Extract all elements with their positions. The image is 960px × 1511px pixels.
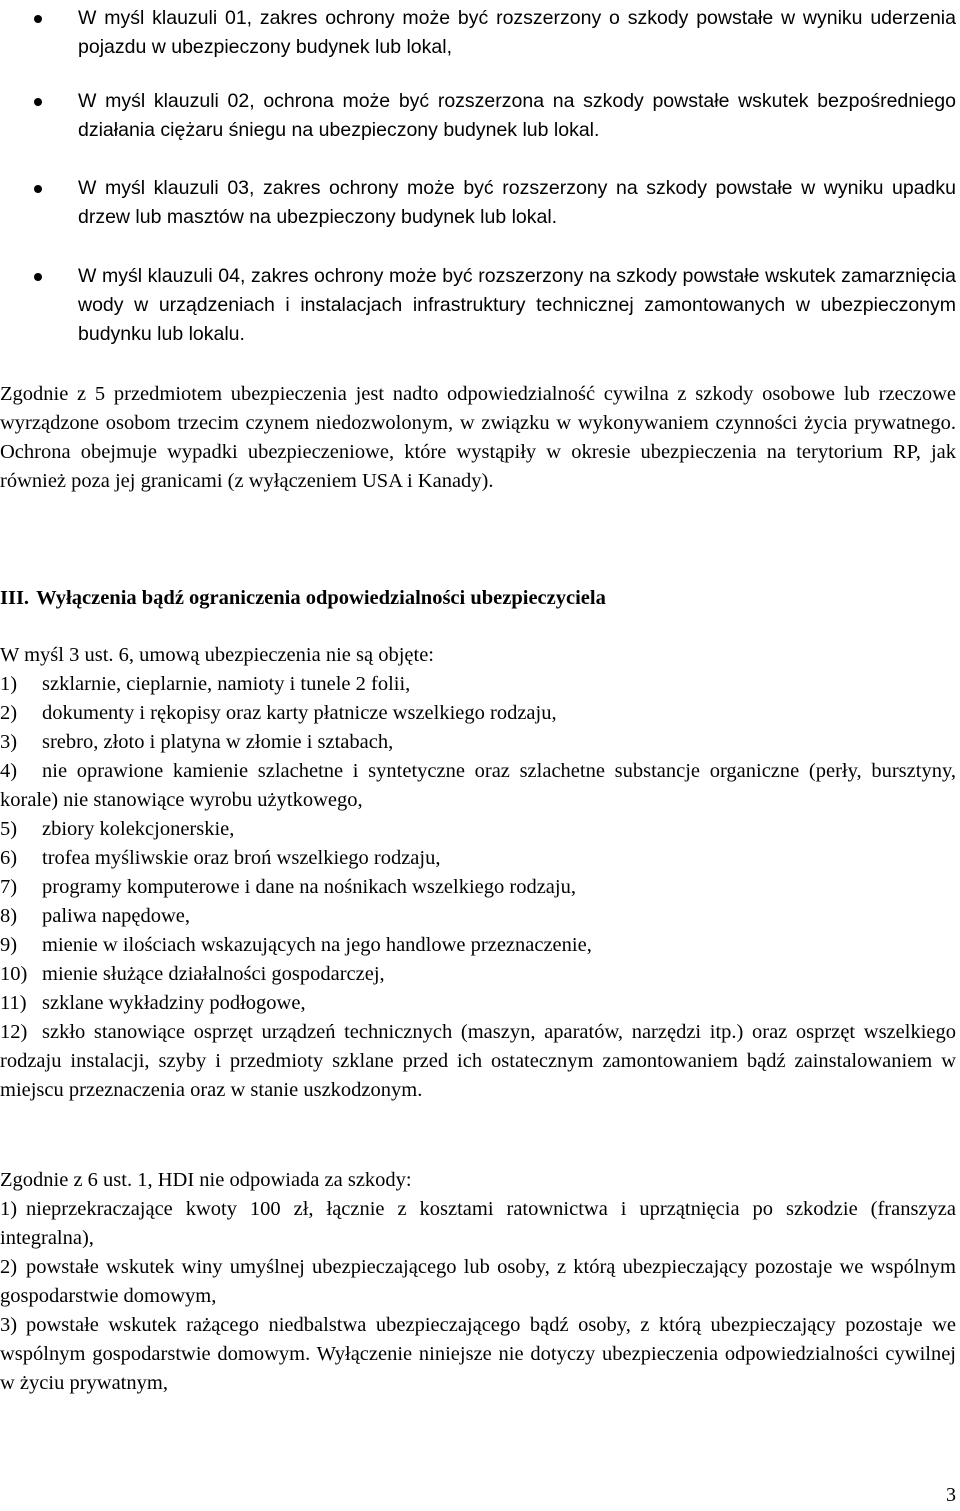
item-text: trofea myśliwskie oraz broń wszelkiego rodzaju, [42,847,441,869]
clause-bullet-item [78,87,956,145]
item-number: 5) [0,818,18,840]
item-text: szklarnie, cieplarnie, namioty i tunele 2 folii, [42,673,411,695]
list-item [0,844,956,873]
section-heading [0,584,956,613]
section-title: Wyłączenia bądź ograniczenia odpowiedzialności ubezpieczyciela [36,587,606,609]
clause-bullet-item [78,262,956,349]
item-text: mienie w ilościach wskazujących na jego handlowe przeznaczenie, [42,934,592,956]
hdi-list [0,1195,956,1398]
list-item [0,1311,956,1398]
item-text: powstałe wskutek rażącego niedbalstwa ubezpieczającego bądź osoby, z którą ubezpieczający pozostaje we wspólnym gospodarstwie domowym. Wyłączenie niniejsze nie dotyczy ubezpieczenia odpowiedzialności cywilnej w życiu prywatnym, [0,1314,956,1394]
exclusions-block [0,641,956,1105]
clause-text: W myśl klauzuli 03, zakres ochrony może być rozszerzony na szkody powstałe w wyniku upadku drzew lub masztów na ubezpieczony budynek lub lokal. [78,177,956,228]
clause-bullet-item [78,4,956,62]
hdi-intro: Zgodnie z 6 ust. 1, HDI nie odpowiada za szkody: [0,1169,412,1191]
bullet-icon [34,185,42,193]
item-number: 2) [0,1256,18,1278]
section-number: III. [0,587,30,609]
list-item [0,873,956,902]
item-text: programy komputerowe i dane na nośnikach wszelkiego rodzaju, [42,876,576,898]
liability-text: Zgodnie z 5 przedmiotem ubezpieczenia jest nadto odpowiedzialność cywilna z szkody osobowe lub rzeczowe wyrządzone osobom trzecim czynem niedozwolonym, w związku w wykonywaniem czynności życia prywatnego. Ochrona obejmuje wypadki ubezpieczeniowe, które wystąpiły w okresie ubezpieczenia na terytorium RP, jak również poza jej granicami (z wyłączeniem USA i Kanady). [0,383,956,492]
list-item [0,670,956,699]
list-item [0,960,956,989]
clause-text: W myśl klauzuli 02, ochrona może być rozszerzona na szkody powstałe wskutek bezpośredniego działania ciężaru śniegu na ubezpieczony budynek lub lokal. [78,90,956,141]
item-text: nieprzekraczające kwoty 100 zł, łącznie z kosztami ratownictwa i uprzątnięcia po szkodzie (franszyza integralna), [0,1198,956,1249]
bullet-icon [34,15,42,23]
item-text: powstałe wskutek winy umyślnej ubezpieczającego lub osoby, z którą ubezpieczający pozostaje we wspólnym gospodarstwie domowym, [0,1256,956,1307]
item-text: szkło stanowiące osprzęt urządzeń technicznych (maszyn, aparatów, narzędzi itp.) oraz osprzęt wszelkiego rodzaju instalacji, szyby i przedmioty szklane przed ich ostatecznym zamontowaniem bądź zainstalowaniem w miejscu przeznaczenia oraz w stanie uszkodzonym. [0,1021,956,1101]
item-number: 8) [0,905,18,927]
item-number: 9) [0,934,18,956]
item-text: dokumenty i rękopisy oraz karty płatnicze wszelkiego rodzaju, [42,702,557,724]
item-number: 1) [0,1198,18,1220]
item-number: 10) [0,963,28,985]
item-number: 1) [0,673,18,695]
exclusions-intro: W myśl 3 ust. 6, umową ubezpieczenia nie są objęte: [0,644,434,666]
list-item [0,699,956,728]
list-item [0,931,956,960]
item-number: 3) [0,731,18,753]
item-text: nie oprawione kamienie szlachetne i syntetyczne oraz szlachetne substancje organiczne (perły, bursztyny, korale) nie stanowiące wyrobu użytkowego, [0,760,956,811]
item-number: 12) [0,1021,28,1043]
clause-text: W myśl klauzuli 01, zakres ochrony może być rozszerzony o szkody powstałe w wyniku uderzenia pojazdu w ubezpieczony budynek lub lokal, [78,7,956,58]
item-number: 6) [0,847,18,869]
item-text: srebro, złoto i platyna w złomie i sztabach, [42,731,394,753]
hdi-block [0,1166,956,1398]
item-number: 4) [0,760,18,782]
list-item [0,1018,956,1105]
list-item [0,1253,956,1311]
list-item [0,989,956,1018]
list-item [0,902,956,931]
item-text: zbiory kolekcjonerskie, [42,818,235,840]
bullet-icon [34,273,42,281]
list-item [0,815,956,844]
list-item [0,1195,956,1253]
clause-bullet-item [78,174,956,232]
clause-text: W myśl klauzuli 04, zakres ochrony może być rozszerzony na szkody powstałe wskutek zamarznięcia wody w urządzeniach i instalacjach infrastruktury technicznej zamontowanych w ubezpieczonym budynku lub lokalu. [78,265,956,345]
item-text: paliwa napędowe, [42,905,190,927]
item-number: 11) [0,992,27,1014]
item-text: szklane wykładziny podłogowe, [42,992,306,1014]
page-number: 3 [946,1484,956,1506]
list-item [0,757,956,815]
list-item [0,728,956,757]
item-number: 7) [0,876,18,898]
bullet-icon [34,98,42,106]
exclusions-list [0,670,956,1105]
item-text: mienie służące działalności gospodarczej, [42,963,385,985]
liability-paragraph [0,380,956,496]
item-number: 2) [0,702,18,724]
item-number: 3) [0,1314,18,1336]
